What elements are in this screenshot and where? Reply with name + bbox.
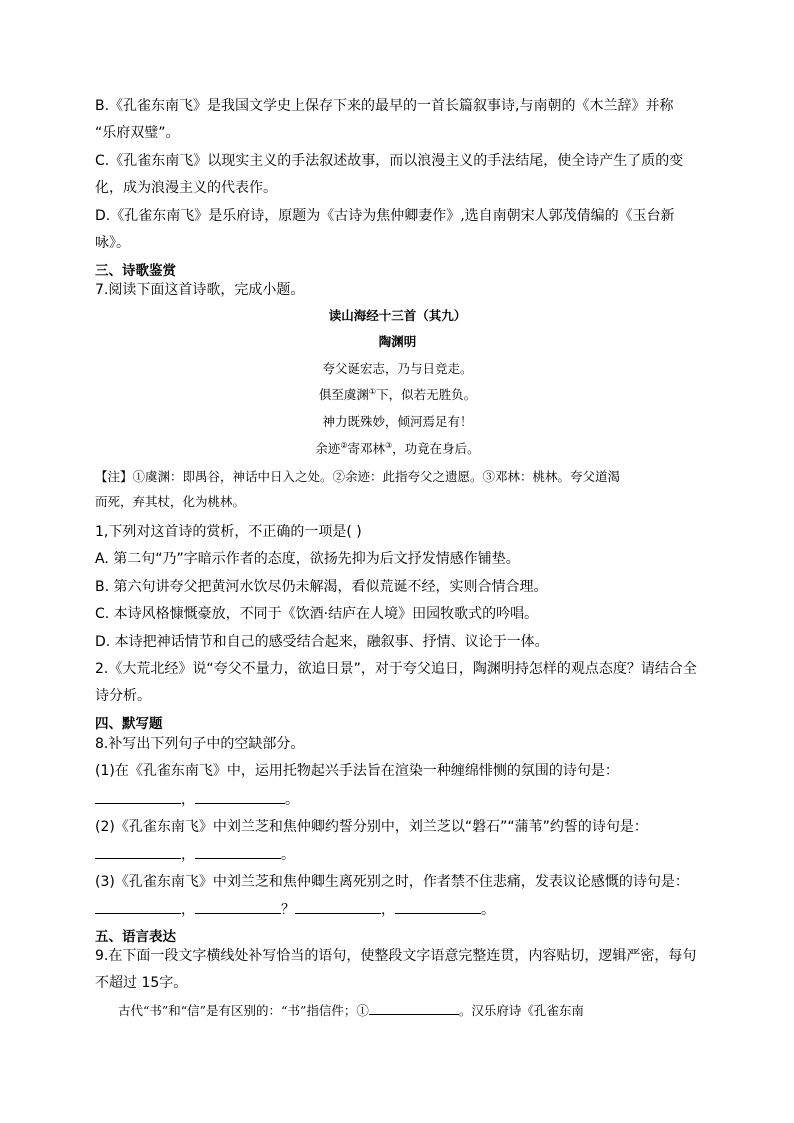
answer-blank[interactable] — [95, 789, 181, 804]
option-c-line1: C.《孔雀东南飞》以现实主义的手法叙述故事，而以浪漫主义的手法结尾，使全诗产生了质的变 — [95, 153, 684, 169]
fill-sentence-3: (3)《孔雀东南飞》中刘兰芝和焦仲卿生离死别之时，作者禁不住悲痛，发表议论感慨的诗句是： — [95, 874, 689, 890]
sub-question-1-option-a: A. 第二句“乃”字暗示作者的态度，欲扬先抑为后文抒发情感作铺垫。 — [95, 551, 520, 567]
sub-question-2-line1: 2.《大荒北经》说“夸父不量力，欲追日景”，对于夸父追日，陶渊明持怎样的观点态度？请结合全 — [95, 661, 697, 677]
answer-blank[interactable] — [369, 1000, 459, 1015]
answer-blank[interactable] — [395, 899, 481, 914]
option-d-line2: 咏》。 — [95, 235, 130, 251]
option-c-line2: 化，成为浪漫主义的代表作。 — [95, 180, 277, 196]
answer-blank[interactable] — [295, 899, 381, 914]
fill-sentence-2: (2)《孔雀东南飞》中刘兰芝和焦仲卿约誓分别中，刘兰芝以“磐石”“蒲苇”约誓的诗句是： — [95, 819, 648, 835]
poem-author: 陶渊明 — [378, 334, 417, 349]
section4-heading: 四、默写题 — [95, 716, 163, 732]
fill-blanks-3: ， ？ ， 。 — [95, 899, 700, 920]
passage-line1: 古代“书”和“信”是有区别的：“书”指信件；① 。汉乐府诗《孔雀东南 — [118, 1000, 700, 1021]
sub-question-1-option-c: C. 本诗风格慷慨豪放，不同于《饮酒·结庐在人境》田园牧歌式的吟唱。 — [95, 606, 539, 622]
option-b-line2: “乐府双璧”。 — [95, 125, 180, 141]
answer-blank[interactable] — [95, 844, 181, 859]
question-9-line2: 不超过 15字。 — [95, 975, 188, 991]
fill-blanks-2: ， 。 — [95, 844, 700, 865]
poem-line-1: 夸父诞宏志，乃与日竞走。 — [322, 361, 473, 376]
option-b-line1: B.《孔雀东南飞》是我国文学史上保存下来的最早的一首长篇叙事诗,与南朝的《木兰辞》并称 — [95, 98, 674, 114]
option-d-line1: D.《孔雀东南飞》是乐府诗，原题为《古诗为焦仲卿妻作》,选自南朝宋人郭茂倩编的《玉台新 — [95, 208, 675, 224]
question-8: 8.补写出下列句子中的空缺部分。 — [95, 736, 305, 752]
fill-blanks-1: ， 。 — [95, 789, 700, 810]
poem-note-line2: 而死，弃其杖，化为桃林。 — [95, 494, 246, 509]
section5-heading: 五、语言表达 — [95, 929, 176, 945]
poem-note-line1: 【注】①虞渊：即禺谷，神话中日入之处。②余迹：此指夸父之遗愿。③邓林：桃林。夸父道渴 — [95, 469, 621, 484]
poem-title: 读山海经十三首（其九） — [328, 308, 467, 323]
section3-heading: 三、诗歌鉴赏 — [95, 263, 176, 279]
sub-question-1: 1,下列对这首诗的赏析，不正确的一项是( ) — [95, 524, 362, 540]
answer-blank[interactable] — [195, 899, 281, 914]
poem-line-2: 俱至虞渊①下，似若无胜负。 — [318, 386, 477, 402]
answer-blank[interactable] — [195, 844, 281, 859]
sub-question-1-option-b: B. 第六句讲夸父把黄河水饮尽仍未解渴，看似荒诞不经，实则合情合理。 — [95, 579, 548, 595]
answer-blank[interactable] — [95, 899, 181, 914]
question-9-line1: 9.在下面一段文字横线处补写恰当的语句，使整段文字语意完整连贯，内容贴切，逻辑严密，每句 — [95, 948, 697, 964]
poem-line-4: 余迹②寄邓林③，功竟在身后。 — [315, 440, 480, 456]
answer-blank[interactable] — [195, 789, 285, 804]
poem-line-3: 神力既殊妙，倾河焉足有！ — [322, 414, 473, 429]
sub-question-2-line2: 诗分析。 — [95, 688, 151, 704]
fill-sentence-1: (1)在《孔雀东南飞》中，运用托物起兴手法旨在渲染一种缠绵悱恻的氛围的诗句是： — [95, 763, 619, 779]
sub-question-1-option-d: D. 本诗把神话情节和自己的感受结合起来，融叙事、抒情、议论于一体。 — [95, 634, 549, 650]
question-7: 7.阅读下面这首诗歌，完成小题。 — [95, 282, 305, 298]
